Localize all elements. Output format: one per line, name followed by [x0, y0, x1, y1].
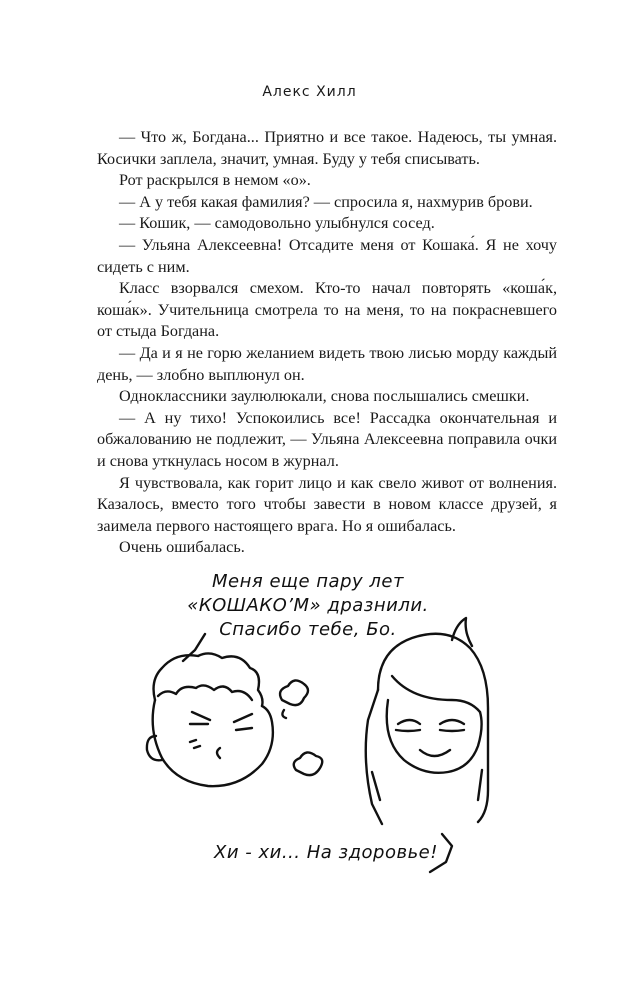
paragraph: — А у тебя какая фамилия? — спросила я, нахмурив брови. — [119, 192, 533, 211]
girl-speech-bubble: Хи - хи... На здоровье! — [214, 842, 438, 863]
bubble-line: «КОШАКО’М» дразнили. — [187, 595, 429, 616]
bubble-line: Спасибо тебе, Бо. — [219, 619, 397, 640]
paragraph: — Да и я не горю желанием видеть твою лисью морду каждый день, — злобно выплюнул он. — [97, 343, 557, 384]
paragraph: — А ну тихо! Успокоились все! Рассадка окончательная и обжалованию не подлежит, — Ульяна Алексеевна поправила очки и снова уткнулась носом в журнал. — [97, 408, 557, 470]
paragraph: Одноклассники заулюлюкали, снова послышались смешки. — [119, 387, 530, 406]
paragraph: Класс взорвался смехом. Кто-то начал повторять «коша́к, коша́к». Учительница смотрела то на меня, то на покрасневшего от стыда Богдана. — [97, 279, 557, 341]
paragraph: — Кошик, — самодовольно улыбнулся сосед. — [119, 214, 435, 233]
boy-drawing — [147, 653, 273, 786]
paragraph: Очень ошибалась. — [119, 538, 245, 557]
bubble-line: Меня еще пару лет — [212, 571, 404, 592]
puff-icon — [294, 752, 323, 775]
paragraph: Рот раскрылся в немом «о». — [119, 171, 311, 190]
puff-icon — [280, 680, 308, 718]
running-header: Алекс Хилл — [262, 84, 357, 100]
paragraph: — Что ж, Богдана... Приятно и все такое. Надеюсь, ты умная. Косички заплела, значит, умная. Буду у тебя списывать. — [97, 128, 557, 168]
paragraph: Я чувствовала, как горит лицо и как свело живот от волнения. Казалось, вместо того чтобы завести в новом классе друзей, я заимела первого настоящего врага. Но я ошибалась. — [97, 473, 557, 535]
paragraph: — Ульяна Алексеевна! Отсадите меня от Кошака́. Я не хочу сидеть с ним. — [97, 235, 557, 276]
girl-drawing — [366, 618, 488, 824]
boy-speech-bubble — [178, 570, 438, 642]
